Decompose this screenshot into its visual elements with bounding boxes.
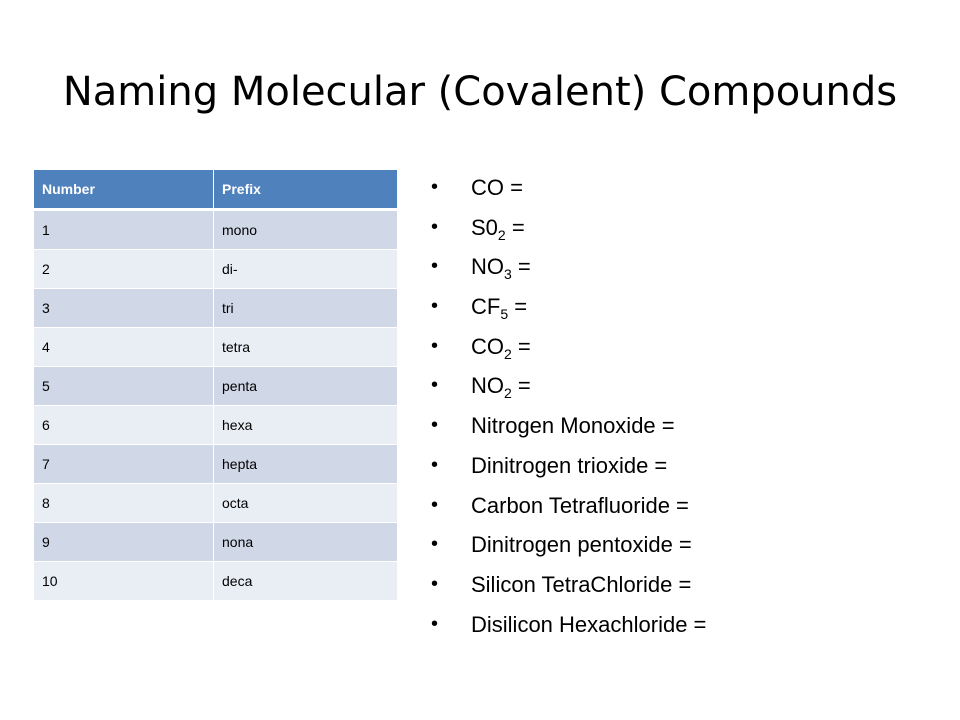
item-subscript: 2 (504, 345, 512, 362)
item-subscript: 5 (500, 306, 509, 323)
number-cell: 7 (34, 445, 214, 484)
table-row (34, 367, 398, 406)
list-item (410, 486, 706, 526)
item-text: Disilicon Hexachloride = (471, 611, 707, 637)
table-row (34, 328, 398, 367)
prefix-cell: hepta (214, 445, 398, 484)
item-text: Dinitrogen trioxide = (471, 452, 668, 478)
item-equals: = (508, 294, 528, 320)
prefix-cell: tetra (214, 328, 398, 367)
compound-list (410, 168, 706, 644)
item-equals: = (505, 214, 525, 240)
item-equals: = (511, 373, 531, 399)
table-row (34, 406, 398, 445)
list-item (410, 605, 706, 645)
table-body (34, 210, 398, 601)
number-cell: 8 (34, 484, 214, 523)
item-equals: = (511, 333, 531, 359)
bullet-icon: • (431, 533, 439, 556)
bullet-icon: • (431, 255, 439, 278)
number-cell: 5 (34, 367, 214, 406)
item-text: Dinitrogen pentoxide = (471, 532, 692, 558)
table-row (34, 484, 398, 523)
table-header-row (34, 170, 398, 210)
bullet-icon: • (431, 453, 439, 476)
number-cell: 4 (34, 328, 214, 367)
item-text: S0 (471, 214, 498, 240)
list-item (410, 208, 706, 248)
prefix-cell: penta (214, 367, 398, 406)
prefix-cell: tri (214, 289, 398, 328)
bullet-icon: • (431, 334, 439, 357)
number-cell: 3 (34, 289, 214, 328)
table-row (34, 562, 398, 601)
table-row (34, 445, 398, 484)
table-row (34, 250, 398, 289)
item-equals: = (511, 254, 531, 280)
list-item (410, 168, 706, 208)
slide-title: Naming Molecular (Covalent) Compounds (62, 69, 898, 115)
table-row (34, 523, 398, 562)
item-text: Nitrogen Monoxide = (471, 413, 675, 439)
number-cell: 10 (34, 562, 214, 601)
list-item (410, 406, 706, 446)
bullet-icon: • (431, 612, 439, 635)
prefix-cell: di- (214, 250, 398, 289)
prefix-cell: nona (214, 523, 398, 562)
number-cell: 1 (34, 210, 214, 250)
list-item (410, 565, 706, 605)
item-subscript: 2 (497, 226, 506, 243)
prefix-table (34, 170, 398, 601)
item-subscript: 2 (504, 385, 512, 402)
list-item (410, 446, 706, 486)
bullet-icon: • (431, 295, 439, 318)
number-cell: 6 (34, 406, 214, 445)
number-cell: 9 (34, 523, 214, 562)
item-text: CF (471, 294, 501, 320)
column-header-number: Number (34, 170, 214, 210)
list-item (410, 525, 706, 565)
list-item (410, 366, 706, 406)
prefix-cell: mono (214, 210, 398, 250)
number-cell: 2 (34, 250, 214, 289)
bullet-icon: • (431, 374, 439, 397)
column-header-prefix: Prefix (214, 170, 398, 210)
bullet-icon: • (431, 572, 439, 595)
item-subscript: 3 (504, 266, 512, 283)
item-text: CO (471, 175, 504, 200)
prefix-cell: octa (214, 484, 398, 523)
prefix-cell: deca (214, 562, 398, 601)
item-text: Silicon TetraChloride = (471, 571, 692, 597)
item-equals: = (504, 175, 523, 200)
list-item (410, 247, 706, 287)
list-item (410, 287, 706, 327)
prefix-cell: hexa (214, 406, 398, 445)
item-text: NO (471, 254, 504, 280)
bullet-icon: • (431, 414, 439, 437)
bullet-icon: • (431, 176, 439, 198)
bullet-icon: • (431, 493, 439, 516)
item-text: NO (471, 373, 504, 399)
item-text: Carbon Tetrafluoride = (471, 492, 689, 518)
table-row (34, 289, 398, 328)
table-row (34, 210, 398, 250)
item-text: CO (471, 333, 504, 359)
list-item (410, 327, 706, 367)
bullet-icon: • (431, 215, 439, 238)
